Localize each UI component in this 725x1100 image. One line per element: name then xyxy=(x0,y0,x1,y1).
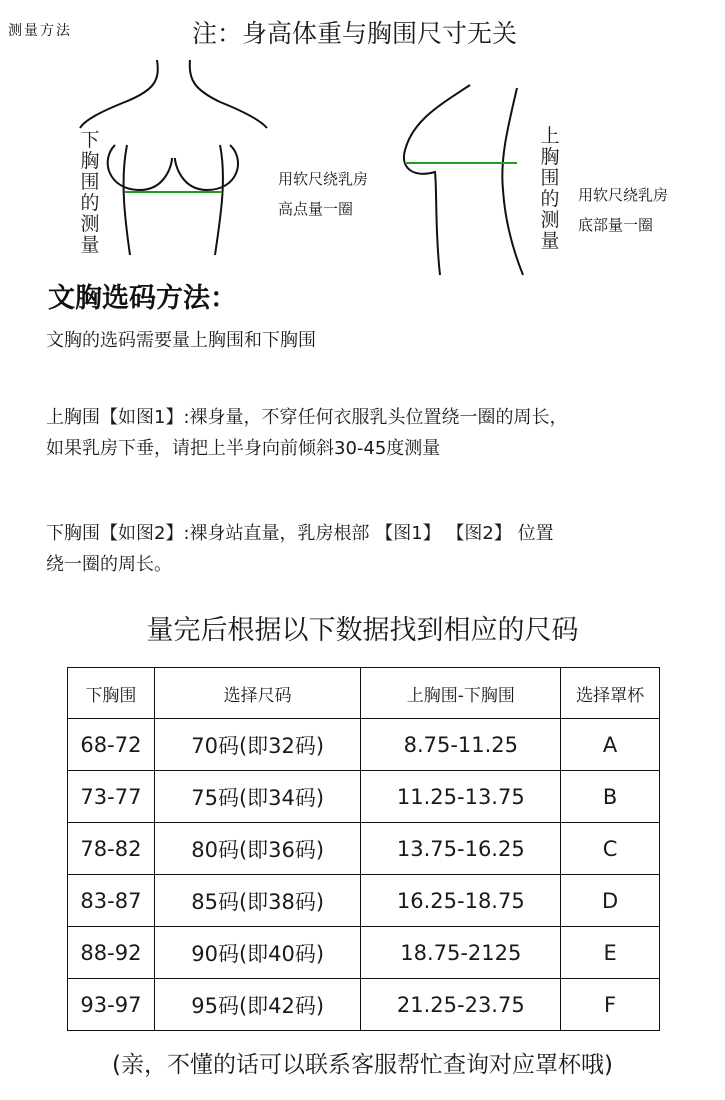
under-bust-cell: 88-92 xyxy=(68,927,155,979)
method-title: 文胸选码方法： xyxy=(48,283,237,314)
method-intro: 文胸的选码需要量上胸围和下胸围 xyxy=(46,330,316,351)
under-bust-cell: 83-87 xyxy=(68,875,155,927)
bust-difference-cell: 8.75-11.25 xyxy=(361,719,561,771)
table-row xyxy=(68,927,660,979)
upper-bust-line1: 上胸围【如图1】:裸身量，不穿任何衣服乳头位置绕一圈的周长， xyxy=(46,407,568,428)
cup-cell: B xyxy=(561,771,660,823)
size-cell: 95码(即42码) xyxy=(154,979,361,1031)
side-torso-illustration xyxy=(395,80,535,280)
bust-difference-cell: 13.75-16.25 xyxy=(361,823,561,875)
size-cell: 80码(即36码) xyxy=(154,823,361,875)
bust-difference-cell: 16.25-18.75 xyxy=(361,875,561,927)
header-cup: 选择罩杯 xyxy=(561,668,660,719)
table-row xyxy=(68,719,660,771)
upper-bust-line2: 如果乳房下垂，请把上半身向前倾斜30-45度测量 xyxy=(46,438,441,459)
cup-cell: E xyxy=(561,927,660,979)
size-cell: 75码(即34码) xyxy=(154,771,361,823)
lower-bust-instructions xyxy=(46,518,554,580)
left-note-line2: 高点量一圈 xyxy=(278,200,354,218)
note-title: 注：身高体重与胸围尺寸无关 xyxy=(192,19,518,48)
table-row xyxy=(68,875,660,927)
size-cell: 85码(即38码) xyxy=(154,875,361,927)
right-note-line1: 用软尺绕乳房 xyxy=(578,186,669,204)
size-chart-table xyxy=(67,667,660,1031)
footer-note: (亲，不懂的话可以联系客服帮忙查询对应罩杯哦) xyxy=(112,1052,613,1078)
size-cell: 90码(即40码) xyxy=(154,927,361,979)
table-header-row xyxy=(68,668,660,719)
right-vertical-label: 上胸围的测量 xyxy=(540,125,560,252)
size-cell: 70码(即32码) xyxy=(154,719,361,771)
right-note-line2: 底部量一圈 xyxy=(578,216,654,234)
cup-cell: C xyxy=(561,823,660,875)
header-size: 选择尺码 xyxy=(154,668,361,719)
right-note xyxy=(578,180,668,240)
table-row xyxy=(68,979,660,1031)
table-row xyxy=(68,771,660,823)
left-note-line1: 用软尺绕乳房 xyxy=(278,170,369,188)
left-note xyxy=(278,164,368,224)
under-bust-cell: 93-97 xyxy=(68,979,155,1031)
under-bust-cell: 73-77 xyxy=(68,771,155,823)
lower-bust-line1: 下胸围【如图2】:裸身站直量，乳房根部 【图1】 【图2】 位置 xyxy=(46,523,554,544)
lower-bust-line2: 绕一圈的周长。 xyxy=(46,554,172,575)
left-vertical-label: 下胸围的测量 xyxy=(80,129,100,256)
bust-difference-cell: 18.75-2125 xyxy=(361,927,561,979)
measurement-figures xyxy=(0,50,725,280)
corner-label: 测量方法 xyxy=(8,23,72,39)
under-bust-cell: 78-82 xyxy=(68,823,155,875)
table-row xyxy=(68,823,660,875)
under-bust-cell: 68-72 xyxy=(68,719,155,771)
cup-cell: F xyxy=(561,979,660,1031)
upper-bust-instructions xyxy=(46,402,568,464)
header-bust-difference: 上胸围-下胸围 xyxy=(361,668,561,719)
cup-cell: A xyxy=(561,719,660,771)
bust-difference-cell: 11.25-13.75 xyxy=(361,771,561,823)
cup-cell: D xyxy=(561,875,660,927)
table-title: 量完后根据以下数据找到相应的尺码 xyxy=(146,615,579,646)
bust-difference-cell: 21.25-23.75 xyxy=(361,979,561,1031)
header-under-bust: 下胸围 xyxy=(68,668,155,719)
